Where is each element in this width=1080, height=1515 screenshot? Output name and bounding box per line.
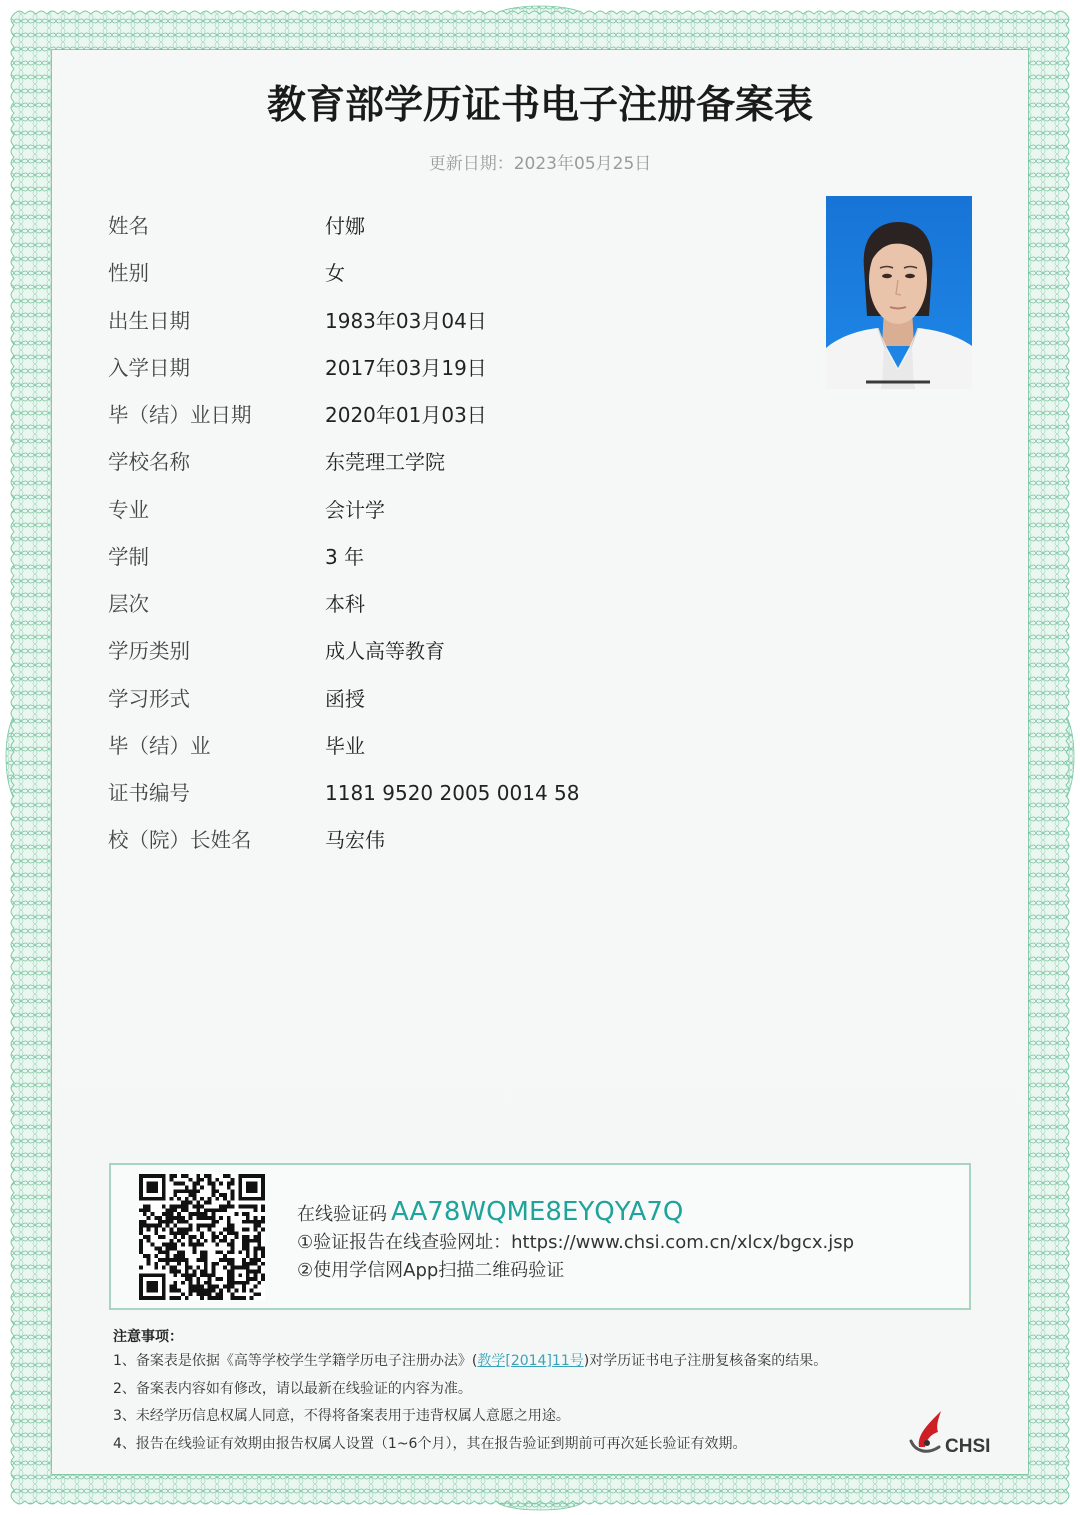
field-label: 层次: [108, 592, 149, 616]
verification-url: https://www.chsi.com.cn/xlcx/bgcx.jsp: [511, 1232, 855, 1253]
field-row-major: [108, 487, 788, 534]
field-label: 性别: [108, 261, 149, 286]
field-label: 入学日期: [108, 355, 190, 380]
field-row-level: [108, 581, 788, 628]
field-row-birth-date: [108, 298, 788, 345]
field-value: 成人高等教育: [325, 639, 445, 664]
chsi-bird-icon: [919, 1411, 941, 1447]
field-row-education-type: [108, 628, 788, 675]
field-row-name: [108, 203, 788, 250]
field-label: 学制: [108, 544, 149, 569]
field-value: 东莞理工学院: [325, 450, 445, 475]
field-value: 3 年: [325, 544, 365, 569]
field-label: 出生日期: [108, 308, 190, 333]
field-label: 专业: [108, 497, 149, 522]
verification-code-label: 在线验证码: [297, 1204, 387, 1225]
field-label: 学校名称: [108, 450, 190, 475]
field-value: 1983年03月04日: [325, 308, 487, 333]
field-label: 学历类别: [108, 639, 190, 664]
field-label: 学习形式: [108, 686, 190, 711]
field-row-graduation-status: [108, 723, 788, 770]
note-1-prefix: 1、备案表是依据《高等学校学生学籍学历电子注册办法》(: [113, 1353, 478, 1369]
regulation-link[interactable]: 教学[2014]11号: [477, 1353, 584, 1369]
verification-url-line: [297, 1229, 957, 1257]
field-value: 2020年01月03日: [325, 403, 487, 427]
field-value: 毕业: [325, 733, 365, 758]
field-label: 姓名: [108, 214, 149, 238]
field-value: 付娜: [325, 214, 365, 238]
field-label: 校（院）长姓名: [108, 828, 252, 853]
field-value: 马宏伟: [325, 828, 385, 853]
field-row-enrollment-date: [108, 345, 788, 392]
page-title: 教育部学历证书电子注册备案表: [266, 83, 813, 128]
note-item-3: 3、未经学历信息权属人同意，不得将备案表用于违背权属人意愿之用途。: [113, 1408, 570, 1424]
chsi-logo: [905, 1405, 1000, 1460]
field-value: 2017年03月19日: [325, 355, 487, 380]
note-1-suffix: )对学历证书电子注册复核备案的结果。: [583, 1353, 828, 1369]
field-label: 证书编号: [108, 781, 190, 805]
field-value: 函授: [325, 686, 365, 711]
note-item-4: 4、报告在线验证有效期由报告权属人设置（1~6个月），其在报告验证到期前可再次延长验证有效期。: [113, 1435, 747, 1452]
verification-box: [109, 1163, 971, 1310]
chsi-logo-text: CHSI: [945, 1436, 991, 1457]
field-row-certificate-number: [108, 770, 788, 817]
record-fields: [108, 203, 788, 865]
field-label: 毕（结）业日期: [108, 403, 252, 427]
field-value: 会计学: [325, 497, 385, 522]
field-row-duration: [108, 534, 788, 581]
portrait-photo: [826, 196, 972, 389]
update-date-label: 更新日期：: [428, 154, 514, 174]
update-date-value: 2023年05月25日: [513, 154, 652, 174]
field-row-school-name: [108, 439, 788, 486]
notes-section: [113, 1326, 1013, 1458]
chsi-dot-icon: [924, 1440, 930, 1446]
field-value: 本科: [325, 592, 365, 616]
notes-heading: 注意事项：: [113, 1329, 183, 1345]
verification-app-hint: ②使用学信网App扫描二维码验证: [297, 1260, 565, 1281]
field-value: 女: [325, 261, 345, 286]
note-item-2: 2、备案表内容如有修改，请以最新在线验证的内容为准。: [113, 1380, 472, 1397]
update-date: [52, 152, 1028, 176]
field-value: 1181 9520 2005 0014 58: [325, 781, 580, 805]
verification-text: [297, 1195, 957, 1285]
verification-url-label: ①验证报告在线查验网址：: [297, 1232, 512, 1253]
field-row-study-mode: [108, 676, 788, 723]
field-row-gender: [108, 250, 788, 297]
field-label: 毕（结）业: [108, 733, 211, 758]
qr-code[interactable]: [139, 1174, 265, 1300]
verification-code-line: [297, 1195, 957, 1229]
field-row-graduation-date: [108, 392, 788, 439]
note-item-1: [113, 1348, 1013, 1376]
verification-code: AA78WQME8EYQYA7Q: [391, 1197, 684, 1227]
field-row-principal-name: [108, 817, 788, 864]
